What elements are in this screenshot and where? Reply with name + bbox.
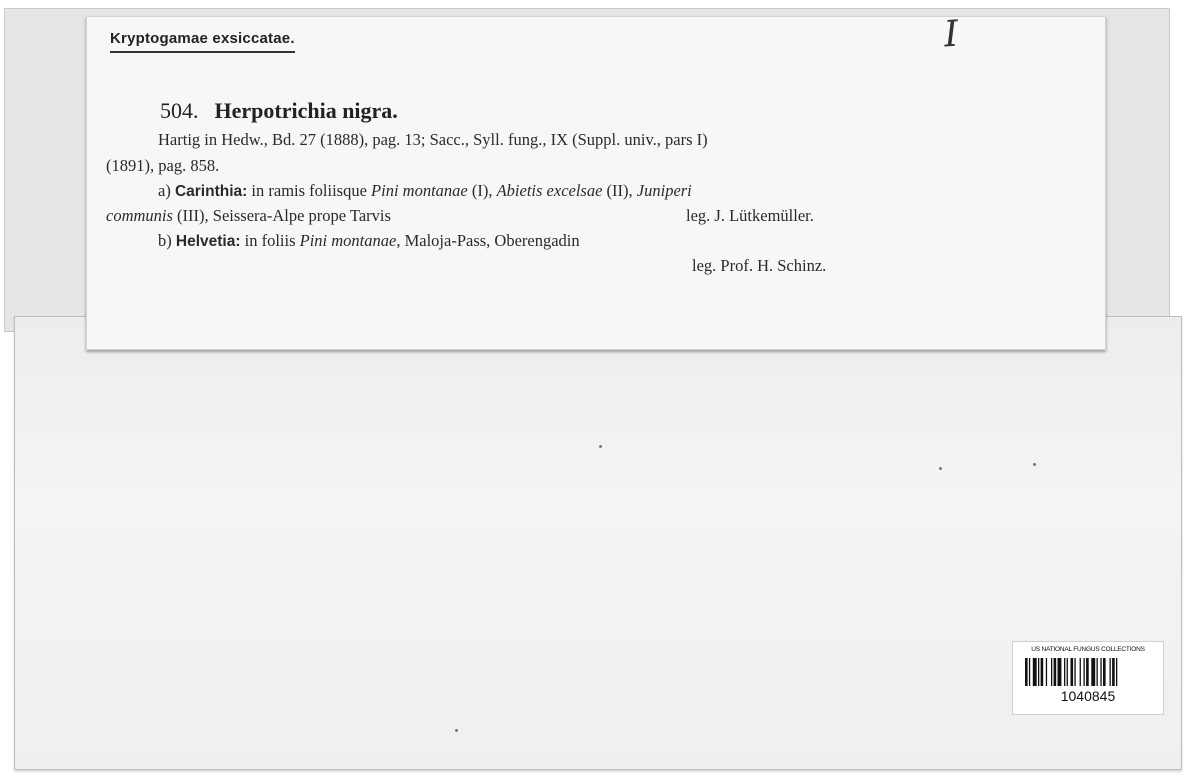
barcode-bar <box>1074 658 1075 686</box>
barcode-bar <box>1103 658 1106 686</box>
exsiccata-number: 504. <box>160 98 199 123</box>
locality-a-text: (II), <box>602 181 637 200</box>
barcode-bar <box>1033 658 1037 686</box>
barcode-bar <box>1100 658 1101 686</box>
species-name: Herpotrichia nigra. <box>214 98 398 123</box>
locality-a-text: (III), Seissera-Alpe prope Tarvis <box>172 206 391 225</box>
locality-b-text: , Maloja-Pass, Oberengadin <box>396 231 580 250</box>
barcode-bar <box>1041 658 1044 686</box>
locality-a-line-2 <box>106 206 814 226</box>
taxon-pini-montanae: Pini montanae <box>299 231 397 250</box>
barcode-bar <box>1058 658 1062 686</box>
barcode-bar <box>1091 658 1095 686</box>
barcode-bar <box>1116 658 1117 686</box>
locality-a-text: in ramis foliisque <box>247 181 372 200</box>
locality-a-line-1 <box>158 181 692 201</box>
citation-line-1: Hartig in Hedw., Bd. 27 (1888), pag. 13; Sacc., Syll. fung., IX (Suppl. univ., pars I) <box>158 130 708 149</box>
barcode-bar <box>1029 658 1030 686</box>
barcode-bar <box>1046 658 1047 686</box>
barcode-bar <box>1067 658 1068 686</box>
speck <box>599 445 602 448</box>
barcode-bar <box>1054 658 1057 686</box>
barcode-bar <box>1086 658 1089 686</box>
citation-line-2: (1891), pag. 858. <box>106 156 220 175</box>
barcode-bar <box>1084 658 1085 686</box>
locality-b-marker: b) <box>158 231 172 250</box>
specimen-packet <box>14 316 1182 770</box>
barcode-bar <box>1038 658 1039 686</box>
taxon-juniperi: Juniperi <box>636 181 692 200</box>
barcode-label <box>1012 641 1164 715</box>
taxon-abietis-excelsae: Abietis excelsae <box>496 181 603 200</box>
barcode-bar <box>1097 658 1098 686</box>
barcode-number: 1040845 <box>1060 688 1116 704</box>
taxon-pini-montanae: Pini montanae <box>371 181 468 200</box>
barcode-bar <box>1025 658 1028 686</box>
barcode-bar <box>1112 658 1115 686</box>
roman-numeral: I <box>942 13 960 56</box>
locality-b-text: in foliis <box>240 231 300 250</box>
barcode-bar <box>1051 658 1052 686</box>
collector-a: leg. J. Lütkemüller. <box>686 206 814 225</box>
barcode-bar <box>1064 658 1065 686</box>
barcode-bar <box>1071 658 1074 686</box>
locality-a-region: Carinthia: <box>174 183 248 200</box>
species-heading <box>160 98 398 124</box>
barcode-collection-name: US NATIONAL FUNGUS COLLECTIONS <box>1031 646 1145 653</box>
barcode-bar <box>1080 658 1081 686</box>
speck <box>455 729 458 732</box>
label-header: Kryptogamae exsiccatae. <box>110 30 295 53</box>
barcode-bar <box>1110 658 1111 686</box>
speck <box>939 467 942 470</box>
speck <box>1033 463 1036 466</box>
locality-a-marker: a) <box>158 181 171 200</box>
collector-b: leg. Prof. H. Schinz. <box>692 256 827 275</box>
barcode-icon <box>1025 658 1151 686</box>
taxon-communis: communis <box>106 206 173 225</box>
locality-b-region: Helvetia: <box>175 233 241 250</box>
locality-a-text: (I), <box>467 181 497 200</box>
locality-b-line-1 <box>158 231 580 251</box>
